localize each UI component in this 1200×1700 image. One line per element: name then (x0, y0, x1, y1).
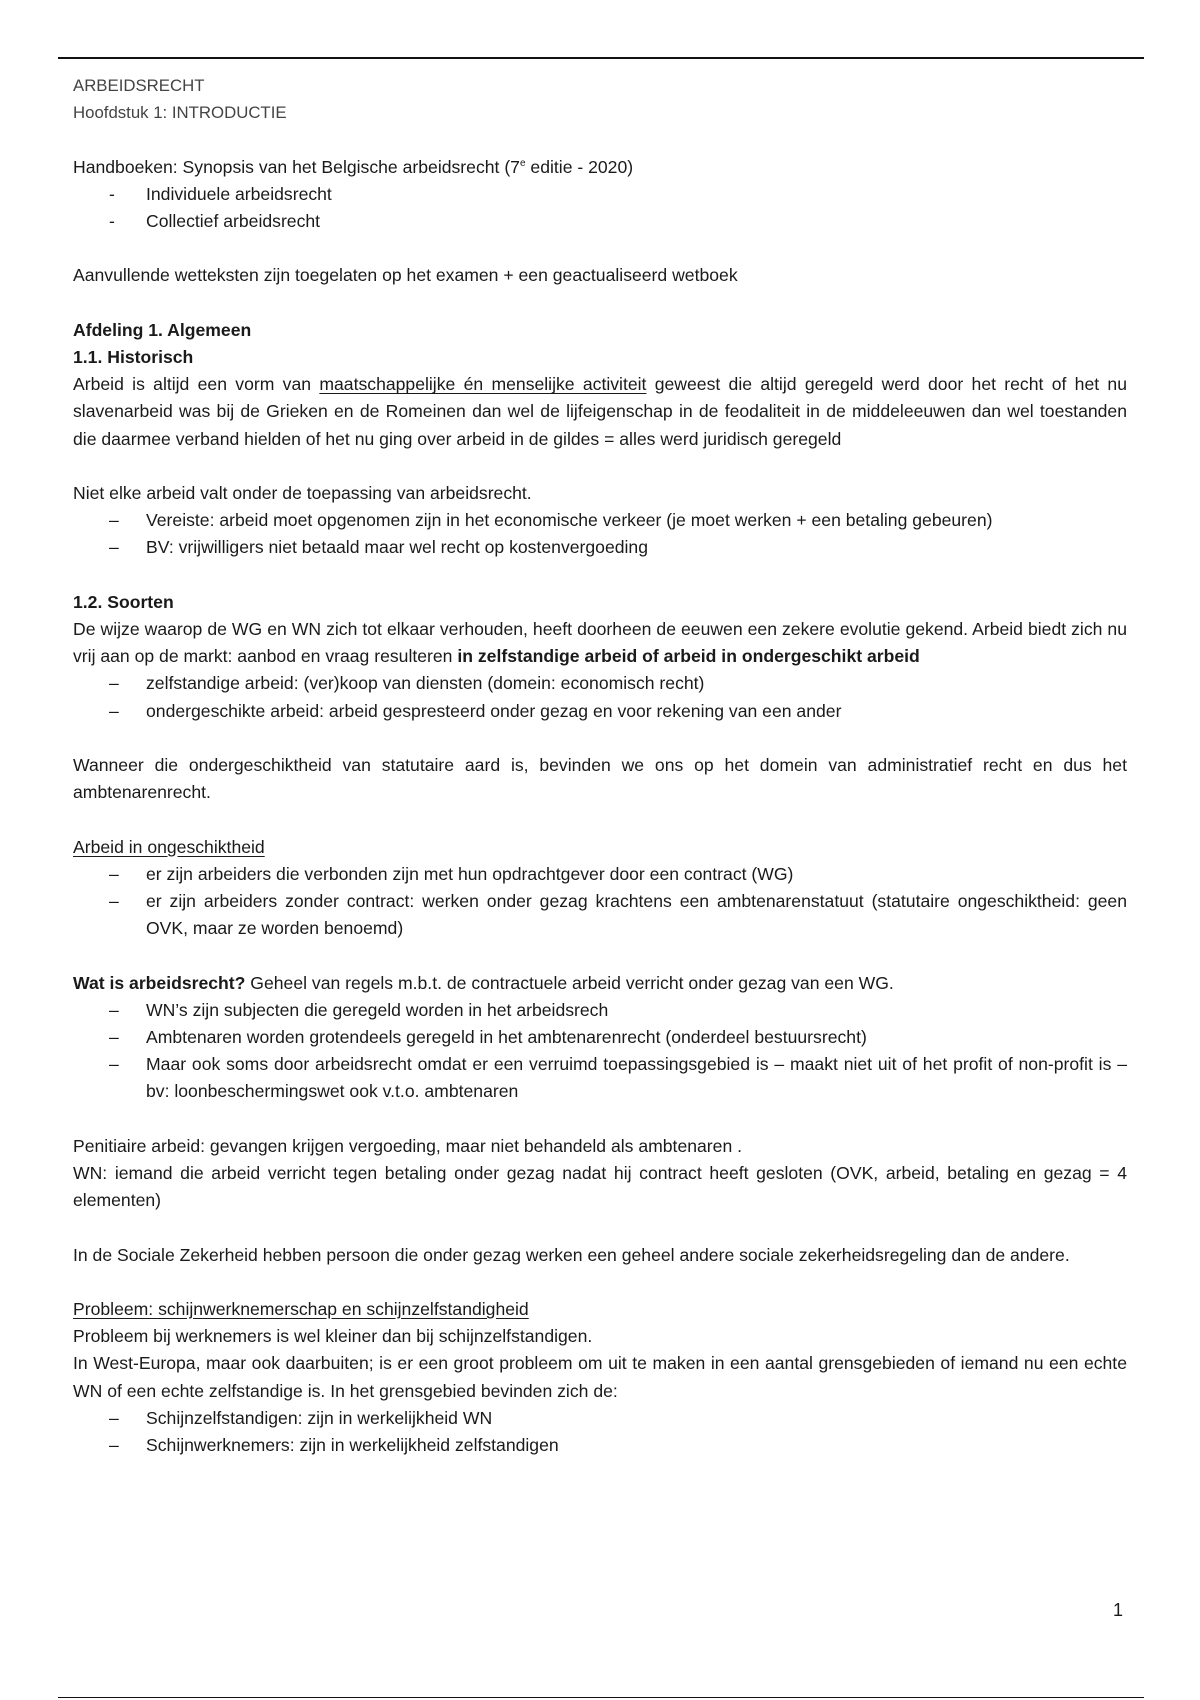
bottom-rule (58, 1697, 1144, 1698)
list-item: – er zijn arbeiders zonder contract: werken onder gezag krachtens een ambtenarenstatuut (statutaire ongeschiktheid: geen OVK, maar ze worden benoemd) (109, 890, 1127, 939)
page-content (73, 72, 1127, 1459)
ongeschiktheid-heading: Arbeid in ongeschiktheid (73, 836, 265, 857)
list-item: – er zijn arbeiders die verbonden zijn met hun opdrachtgever door een contract (WG) (109, 863, 794, 884)
statutory-paragraph: Wanneer die ondergeschiktheid van statutaire aard is, bevinden we ons op het domein van administratief recht en dus het ambtenarenrecht. (73, 754, 1127, 803)
edition-superscript: e (519, 157, 526, 169)
list-item: – WN’s zijn subjecten die geregeld worden in het arbeidsrech (109, 999, 609, 1020)
handbooks-line: Handboeken: Synopsis van het Belgische arbeidsrecht (7e editie - 2020) (73, 156, 634, 177)
problem-heading: Probleem: schijnwerknemerschap en schijnzelfstandigheid (73, 1298, 529, 1319)
ongeschiktheid-list (73, 861, 1127, 943)
soorten-list (73, 670, 1127, 724)
chapter-title: Hoofdstuk 1: INTRODUCTIE (73, 103, 287, 123)
list-item: - Individuele arbeidsrecht (109, 183, 332, 204)
subsection-title-soorten: 1.2. Soorten (73, 591, 174, 612)
section-title: Afdeling 1. Algemeen (73, 319, 252, 340)
list-item: – Vereiste: arbeid moet opgenomen zijn in het economische verkeer (je moet werken + een betaling gebeuren) (109, 510, 993, 531)
list-item: – BV: vrijwilligers niet betaald maar wel recht op kostenvergoeding (109, 537, 648, 558)
historisch-paragraph: Arbeid is altijd een vorm van maatschappelijke én menselijke activiteit geweest die altijd geregeld werd door het recht of het nu slavenarbeid was bij de Grieken en de Romeinen dan wel de lijfeigenschap in de feodaliteit in de middeleeuwen dan wel toestanden die daarmee verband hielden of het nu ging over arbeid in de gildes = alles werd juridisch geregeld (73, 374, 1127, 449)
problem-paragraph-1: Probleem bij werknemers is wel kleiner dan bij schijnzelfstandigen. (73, 1326, 593, 1347)
soorten-paragraph: De wijze waarop de WG en WN zich tot elkaar verhouden, heeft doorheen de eeuwen een zekere evolutie gekend. Arbeid biedt zich nu vrij aan op de markt: aanbod en vraag resulteren in zelfstandige arbeid of arbeid in ondergeschikt arbeid (73, 618, 1127, 667)
list-item: – zelfstandige arbeid: (ver)koop van diensten (domein: economisch recht) (109, 673, 705, 694)
handbooks-list (73, 181, 1127, 235)
wn-definition-paragraph: WN: iemand die arbeid verricht tegen betaling onder gezag nadat hij contract heeft gesloten (OVK, arbeid, betaling en gezag = 4 elementen) (73, 1162, 1127, 1211)
list-item: – Ambtenaren worden grotendeels geregeld in het ambtenarenrecht (onderdeel bestuursrecht) (109, 1026, 867, 1047)
scope-list (73, 507, 1127, 561)
social-security-paragraph: In de Sociale Zekerheid hebben persoon die onder gezag werken een geheel andere sociale zekerheidsregeling dan de andere. (73, 1244, 1070, 1265)
supplementary-note: Aanvullende wetteksten zijn toegelaten op het examen + een geactualiseerd wetboek (73, 265, 738, 286)
what-is-arbeidsrecht: Wat is arbeidsrecht? Geheel van regels m.b.t. de contractuele arbeid verricht onder gezag van een WG. (73, 972, 894, 993)
list-item: – Schijnzelfstandigen: zijn in werkelijkheid WN (109, 1407, 493, 1428)
list-item: – ondergeschikte arbeid: arbeid gespresteerd onder gezag en voor rekening van een ander (109, 700, 842, 721)
problem-paragraph-2: In West-Europa, maar ook daarbuiten; is er een groot probleem om uit te maken in een aantal grensgebieden of iemand nu een echte WN of een echte zelfstandige is. In het grensgebied bevinden zich de: (73, 1353, 1127, 1401)
list-item: – Maar ook soms door arbeidsrecht omdat er een verruimd toepassingsgebied is – maakt niet uit of het profit of non-profit is – bv: loonbeschermingswet ook v.t.o. ambtenaren (109, 1054, 1127, 1102)
what-is-list (73, 997, 1127, 1106)
subsection-title-historisch: 1.1. Historisch (73, 346, 194, 367)
problem-list (73, 1405, 1127, 1459)
page-number: 1 (1113, 1600, 1124, 1620)
course-title: ARBEIDSRECHT (73, 76, 205, 95)
top-rule (58, 57, 1144, 59)
scope-paragraph: Niet elke arbeid valt onder de toepassing van arbeidsrecht. (73, 482, 532, 503)
list-item: – Schijnwerknemers: zijn in werkelijkheid zelfstandigen (109, 1434, 559, 1455)
penitentiary-paragraph: Penitiaire arbeid: gevangen krijgen vergoeding, maar niet behandeld als ambtenaren . (73, 1135, 743, 1156)
list-item: - Collectief arbeidsrecht (109, 211, 321, 231)
